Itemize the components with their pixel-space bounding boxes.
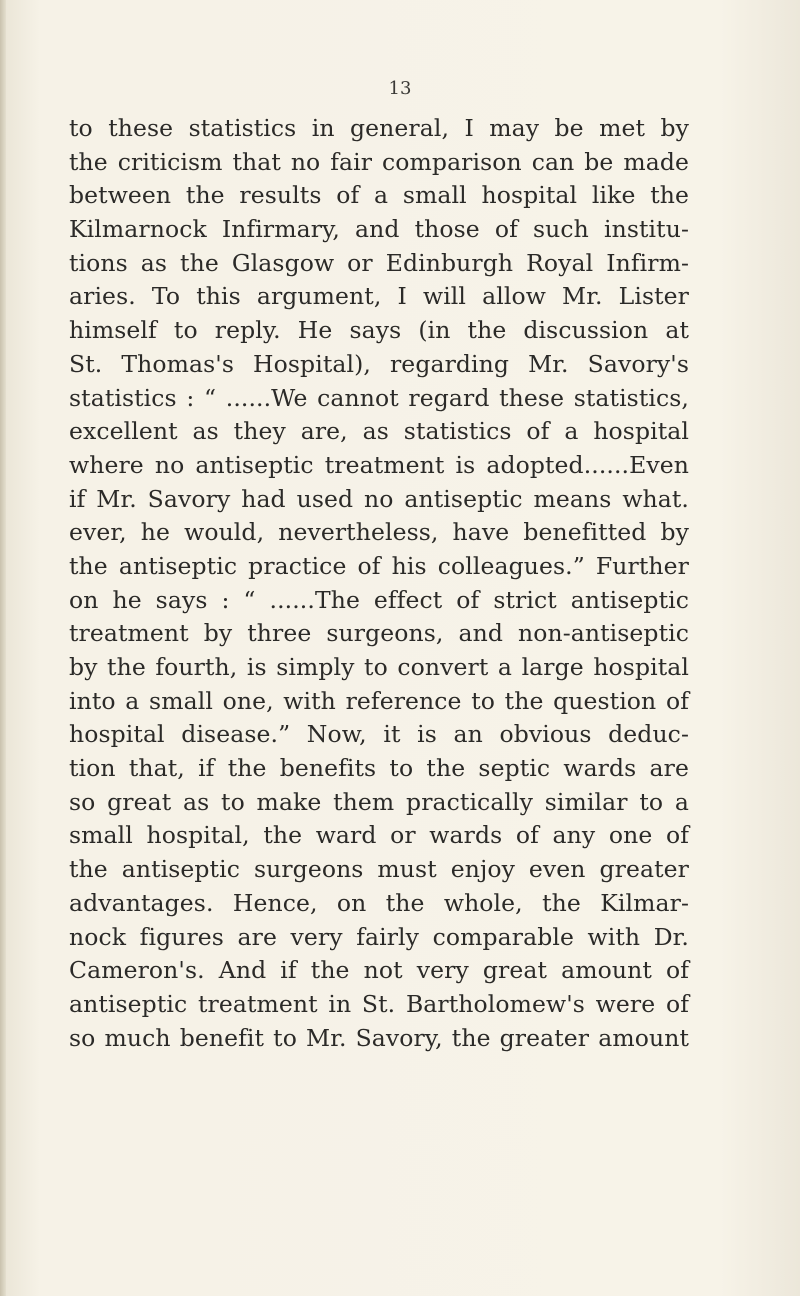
text-line: treatment by three surgeons, and non-antiseptic xyxy=(69,619,689,648)
text-line: advantages. Hence, on the whole, the Kilmar- xyxy=(69,888,689,917)
text-line: antiseptic treatment in St. Bartholomew's were of xyxy=(69,989,689,1018)
text-line: St. Thomas's Hospital), regarding Mr. Savory's xyxy=(69,349,689,378)
page-spine-shadow xyxy=(0,0,6,1296)
text-line: tions as the Glasgow or Edinburgh Royal Infirm- xyxy=(69,248,689,277)
text-line: hospital disease.” Now, it is an obvious deduc- xyxy=(69,720,689,749)
text-line: tion that, if the benefits to the septic wards are xyxy=(69,754,689,783)
text-line: nock figures are very fairly comparable with Dr. xyxy=(69,922,689,951)
text-line: statistics : “ ......We cannot regard these statistics, xyxy=(69,383,689,412)
text-line: on he says : “ ......The effect of strict antiseptic xyxy=(69,585,689,614)
text-line: if Mr. Savory had used no antiseptic means what. xyxy=(69,484,689,513)
text-line: the antiseptic surgeons must enjoy even greater xyxy=(69,855,689,884)
text-line: ever, he would, nevertheless, have benefitted by xyxy=(69,518,689,547)
body-text xyxy=(69,112,689,1055)
text-line: the criticism that no fair comparison can be made xyxy=(69,147,689,176)
text-line: excellent as they are, as statistics of a hospital xyxy=(69,417,689,446)
text-line: himself to reply. He says (in the discussion at xyxy=(69,316,689,345)
text-line: the antiseptic practice of his colleagues.” Further xyxy=(69,551,689,580)
text-line: into a small one, with reference to the question of xyxy=(69,686,689,715)
text-line: by the fourth, is simply to convert a large hospital xyxy=(69,653,689,681)
text-line: so great as to make them practically similar to a xyxy=(69,787,689,816)
text-line: aries. To this argument, I will allow Mr. Lister xyxy=(69,282,689,311)
text-line: small hospital, the ward or wards of any one of xyxy=(69,821,689,850)
text-line: where no antiseptic treatment is adopted......Even xyxy=(69,450,689,479)
text-line: to these statistics in general, I may be met by xyxy=(69,114,689,142)
page-number: 13 xyxy=(388,78,412,99)
text-line: between the results of a small hospital like the xyxy=(69,181,689,210)
text-line: Cameron's. And if the not very great amount of xyxy=(69,956,689,985)
text-line: Kilmarnock Infirmary, and those of such institu- xyxy=(69,215,689,244)
text-line: so much benefit to Mr. Savory, the greater amount xyxy=(69,1023,689,1052)
